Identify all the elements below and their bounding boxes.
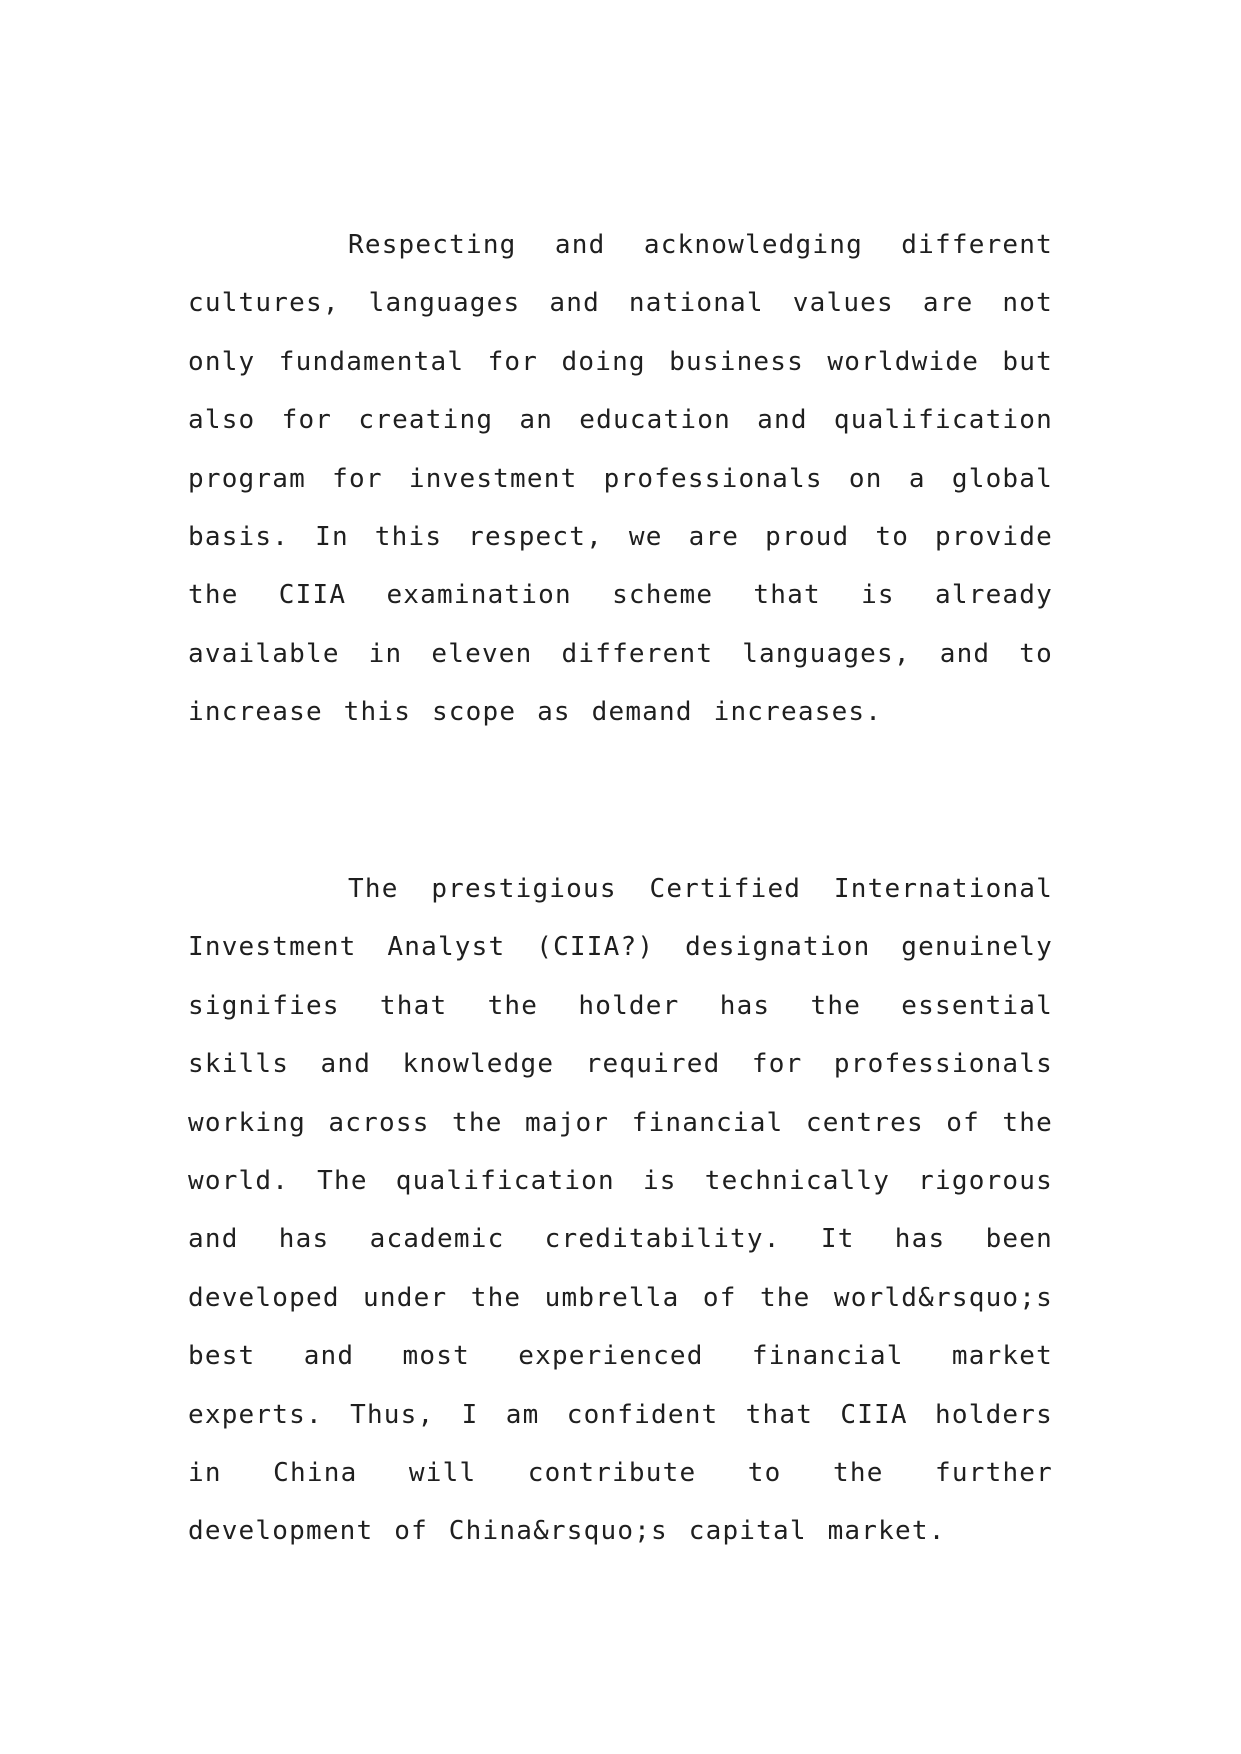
paragraph-cultures-languages: Respecting and acknowledging different cultures, languages and national values are not only fundamental for doing business worldwide but also for creating an education and qualification program for investment professionals on a global basis. In this respect, we are proud to provide the CIIA examination scheme that is already available in eleven different languages, and to increase this scope as demand increases. — [188, 230, 1053, 728]
paragraph-ciia-designation: The prestigious Certified International Investment Analyst (CIIA?) designation genuinely signifies that the holder has the essential skills and knowledge required for professionals working across the major financial centres of the world. The qualification is technically rigorous and has academic creditability. It has been developed under the umbrella of the world&rsquo;s best and most experienced financial market experts. Thus, I am confident that CIIA holders in China will contribute to the further development of China&rsquo;s capital market. — [188, 874, 1053, 1547]
